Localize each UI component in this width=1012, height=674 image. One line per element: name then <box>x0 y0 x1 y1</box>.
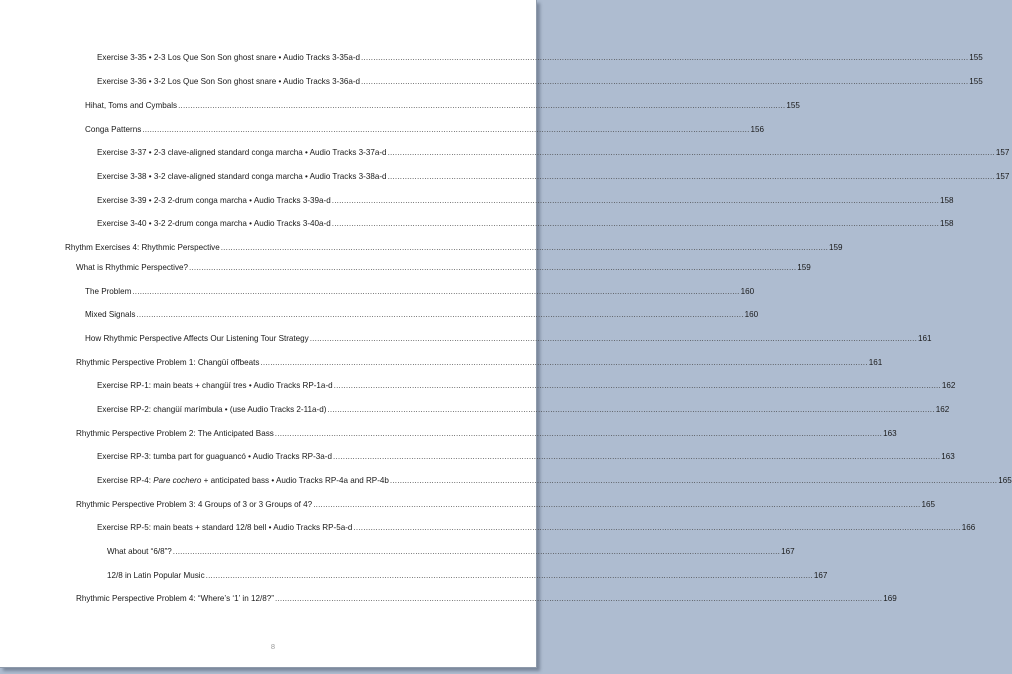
toc-entry-text-start: Exercise RP-4: <box>97 476 154 485</box>
toc-entry-text: The Problem <box>85 287 132 296</box>
toc-entry-page: 159 <box>829 243 843 252</box>
toc-entry-text <box>97 475 389 487</box>
toc-entry-page: 165 <box>998 476 1012 485</box>
toc-entry-text: Exercise RP-2: changüí marímbula • (use Audio Tracks 2-11a-d) <box>97 405 327 414</box>
toc-entry-text: Exercise 3-35 • 2-3 Los Que Son Son ghost snare • Audio Tracks 3-35a-d <box>97 53 361 62</box>
toc-entry[interactable] <box>97 52 983 64</box>
toc-entry[interactable] <box>97 522 976 534</box>
toc-entry-text: Exercise RP-3: tumba part for guaguancó • Audio Tracks RP-3a-d <box>97 452 332 461</box>
toc-leader-dots <box>361 76 968 88</box>
toc-entry-text: Hihat, Toms and Cymbals <box>85 101 178 110</box>
toc-leader-dots <box>334 380 941 392</box>
toc-entry-page: 161 <box>868 358 883 367</box>
toc-leader-dots <box>388 171 995 183</box>
toc-entry-page: 160 <box>740 287 755 296</box>
toc-leader-dots <box>142 124 749 136</box>
toc-entry-text: Exercise RP-1: main beats + changüí tres • Audio Tracks RP-1a-d <box>97 381 333 390</box>
toc-entry-text: Exercise 3-37 • 2-3 clave-aligned standard conga marcha • Audio Tracks 3-37a-d <box>97 148 387 157</box>
toc-leader-dots <box>275 593 882 605</box>
toc-entry-text: 12/8 in Latin Popular Music <box>107 571 205 580</box>
toc-entry-page: 158 <box>940 196 954 205</box>
toc-entry[interactable] <box>97 404 950 416</box>
toc-leader-dots <box>136 309 743 321</box>
toc-entry-page: 167 <box>813 571 828 580</box>
toc-entry[interactable] <box>107 570 828 582</box>
toc-leader-dots <box>332 218 939 230</box>
toc-leader-dots <box>353 522 960 534</box>
toc-entry[interactable] <box>85 100 800 112</box>
toc-entry-text: What is Rhythmic Perspective? <box>76 263 189 272</box>
toc-leader-dots <box>313 499 920 511</box>
toc-entry-page: 165 <box>921 500 935 509</box>
toc-entry-text: Mixed Signals <box>85 310 136 319</box>
toc-entry[interactable] <box>97 451 955 463</box>
toc-leader-dots <box>361 52 968 64</box>
toc-entry-page: 163 <box>883 429 897 438</box>
toc-entry[interactable] <box>85 286 755 298</box>
toc-leader-dots <box>332 195 939 207</box>
toc-entry-page: 159 <box>797 263 811 272</box>
toc-entry[interactable] <box>97 147 1010 159</box>
toc-leader-dots <box>260 357 867 369</box>
toc-entry-text: Exercise 3-36 • 3-2 Los Que Son Son ghost snare • Audio Tracks 3-36a-d <box>97 77 361 86</box>
toc-leader-dots <box>221 242 828 254</box>
toc-entry-text: What about “6/8”? <box>107 547 172 556</box>
toc-leader-dots <box>275 428 882 440</box>
toc-leader-dots <box>333 451 940 463</box>
toc-entry-text: How Rhythmic Perspective Affects Our Listening Tour Strategy <box>85 334 309 343</box>
toc-leader-dots <box>173 546 780 558</box>
toc-entry-page: 157 <box>995 172 1010 181</box>
toc-entry-page: 169 <box>883 594 897 603</box>
toc-entry-page: 162 <box>941 381 956 390</box>
toc-entry[interactable] <box>76 357 883 369</box>
toc-entry-text: Rhythmic Perspective Problem 1: Changüí offbeats <box>76 358 260 367</box>
toc-entry[interactable] <box>97 195 954 207</box>
toc-entry-page: 156 <box>750 125 765 134</box>
toc-entry-text: Exercise 3-39 • 2-3 2-drum conga marcha • Audio Tracks 3-39a-d <box>97 196 331 205</box>
footer-page-number: 8 <box>270 642 276 651</box>
toc-entry-page: 163 <box>941 452 955 461</box>
toc-leader-dots <box>206 570 813 582</box>
toc-entry[interactable] <box>76 499 935 511</box>
toc-entry[interactable] <box>76 593 897 605</box>
toc-leader-dots <box>189 262 796 274</box>
toc-entry-page: 166 <box>961 523 976 532</box>
toc-leader-dots <box>388 147 995 159</box>
toc-entry[interactable] <box>97 171 1010 183</box>
toc-entry-page: 157 <box>995 148 1010 157</box>
toc-entry-text: Exercise 3-40 • 3-2 2-drum conga marcha • Audio Tracks 3-40a-d <box>97 219 331 228</box>
toc-leader-dots <box>132 286 739 298</box>
toc-entry-page: 167 <box>781 547 795 556</box>
toc-leader-dots <box>327 404 934 416</box>
toc-entry-text: Rhythmic Perspective Problem 2: The Anticipated Bass <box>76 429 274 438</box>
toc-leader-dots <box>390 475 997 487</box>
toc-entry-text: Exercise 3-38 • 3-2 clave-aligned standard conga marcha • Audio Tracks 3-38a-d <box>97 172 387 181</box>
toc-entry[interactable] <box>97 380 956 392</box>
toc-entry[interactable] <box>65 242 843 254</box>
toc-entry-text: Rhythmic Perspective Problem 3: 4 Groups of 3 or 3 Groups of 4? <box>76 500 313 509</box>
toc-entry-text: Rhythm Exercises 4: Rhythmic Perspective <box>65 243 220 252</box>
toc-entry[interactable] <box>97 218 954 230</box>
toc-entry-page: 155 <box>786 101 800 110</box>
toc-leader-dots <box>310 333 917 345</box>
toc-entry[interactable] <box>85 124 765 136</box>
toc-entry-page: 161 <box>918 334 932 343</box>
toc-entry-page: 160 <box>744 310 759 319</box>
toc-entry-text: Conga Patterns <box>85 125 142 134</box>
toc-entry[interactable] <box>85 333 932 345</box>
toc-entry[interactable] <box>76 262 811 274</box>
toc-leader-dots <box>178 100 785 112</box>
toc-entry[interactable] <box>85 309 759 321</box>
toc-entry[interactable] <box>107 546 795 558</box>
toc-entry-page: 162 <box>935 405 950 414</box>
toc-entry-text: Exercise RP-5: main beats + standard 12/8 bell • Audio Tracks RP-5a-d <box>97 523 353 532</box>
toc-entry-page: 155 <box>969 53 983 62</box>
toc-entry[interactable] <box>97 475 1012 487</box>
toc-entry-page: 155 <box>969 77 983 86</box>
song-title-italic: Pare cochero <box>153 476 202 485</box>
toc-entry[interactable] <box>97 76 983 88</box>
toc-entry[interactable] <box>76 428 897 440</box>
toc-entry-text: Rhythmic Perspective Problem 4: “Where’s ‘1’ in 12/8?” <box>76 594 274 603</box>
toc-entry-page: 158 <box>940 219 954 228</box>
toc-entry-text-end: + anticipated bass • Audio Tracks RP-4a and RP-4b <box>201 476 389 485</box>
